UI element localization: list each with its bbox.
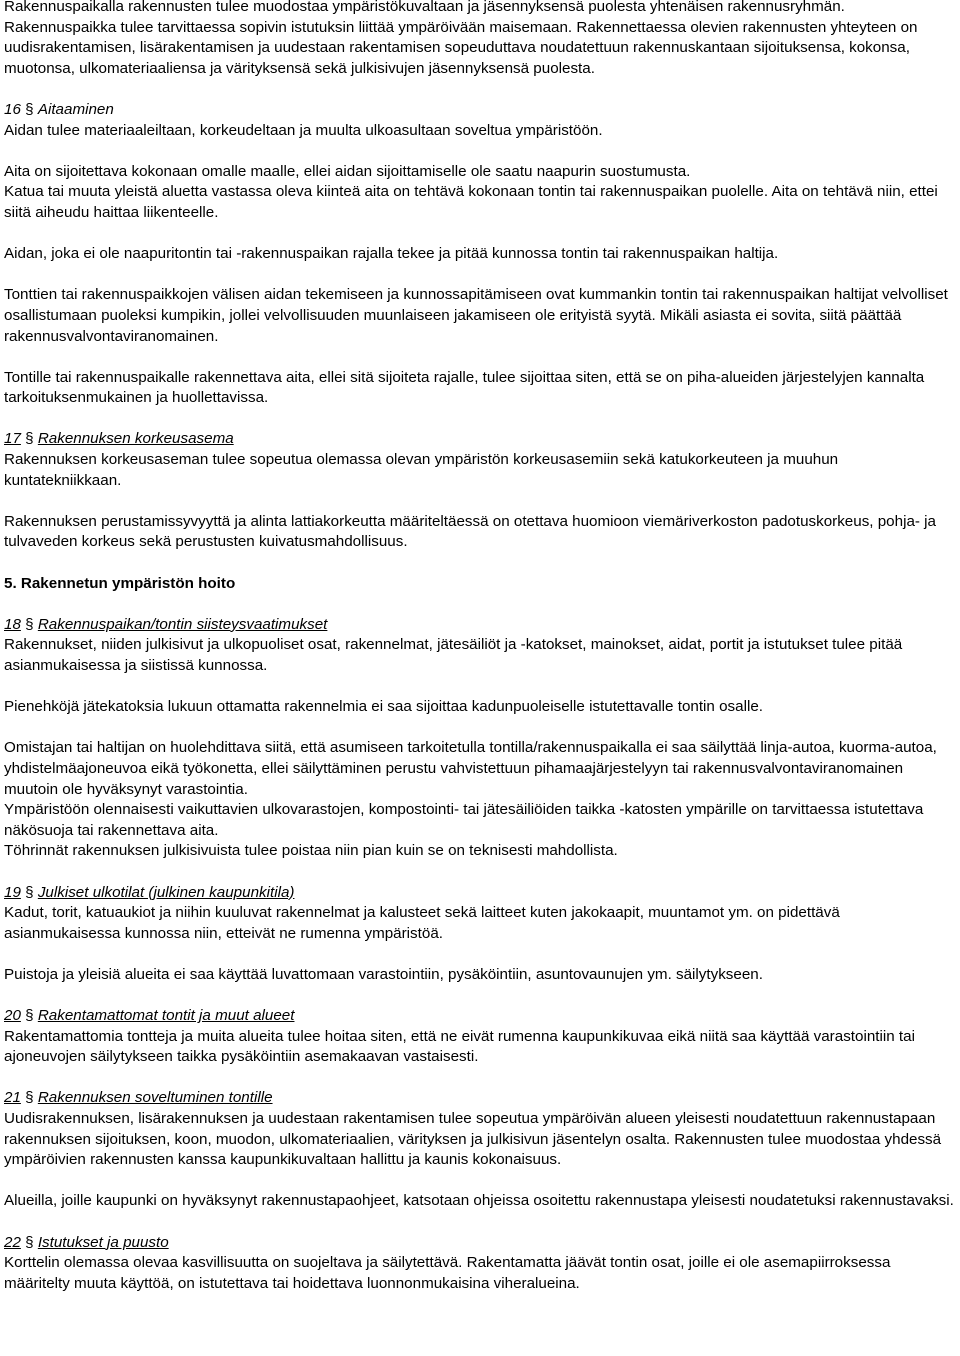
section-title: Julkiset ulkotilat (julkinen kaupunkitila) [37, 883, 295, 901]
paragraph-symbol: § [25, 100, 34, 118]
section-number: 18 [4, 615, 21, 633]
section-16-paragraph: Katua tai muuta yleistä aluetta vastassa oleva kiinteä aita on tehtävä kokonaan tontin tai rakennuspaikan puolelle. Aita on tehtävä niin, ettei siitä aiheudu haittaa liikenteelle. [4, 183, 938, 221]
section-title: Istutukset ja puusto [37, 1233, 169, 1251]
section-19-paragraph: Kadut, torit, katuaukiot ja niihin kuuluvat rakennelmat ja kalusteet sekä laitteet kuten jakokaapit, muuntamot ym. on pidettävä asianmukaisessa kunnossa niin, etteivät ne rumenna ympäristöä. [4, 904, 840, 942]
section-number: 16 [4, 100, 21, 118]
section-title: Rakennuspaikan/tontin siisteysvaatimukset [37, 615, 328, 633]
paragraph-symbol: § [25, 1007, 34, 1025]
section-17-heading [4, 429, 957, 450]
section-title: Aitaaminen [37, 100, 114, 118]
section-16-paragraph: Tonttien tai rakennuspaikkojen välisen aidan tekemiseen ja kunnossapitämiseen ovat kummankin tontin tai rakennuspaikan haltijat velvolliset osallistumaan puoleksi kumpikin, jollei velvollisuuden muunlaiseen jakamiseen ole erityistä syytä. Mikäli asiasta ei sovita, siitä päättää rakennusvalvontaviranomainen. [4, 286, 948, 345]
section-18-paragraph: Ympäristöön olennaisesti vaikuttavien ulkovarastojen, kompostointi- tai jätesäiliöiden taikka -katosten ympärille on tarvittaessa istutettava näkösuoja tai rakennettava aita. [4, 801, 924, 839]
section-20 [4, 1006, 957, 1068]
paragraph-symbol: § [25, 1233, 34, 1251]
section-22-heading [4, 1233, 957, 1254]
section-title: Rakentamattomat tontit ja muut alueet [37, 1007, 295, 1025]
section-21-paragraph: Alueilla, joille kaupunki on hyväksynyt rakennustapaohjeet, katsotaan ohjeissa osoitettu rakennustapa yleisesti noudatetuksi rakennustavaksi. [4, 1192, 954, 1210]
section-16-paragraph: Aidan, joka ei ole naapuritontin tai -rakennuspaikan rajalla tekee ja pitää kunnossa tontin tai rakennuspaikan haltija. [4, 245, 779, 263]
section-22-paragraph: Korttelin olemassa olevaa kasvillisuutta on suojeltava ja säilytettävä. Rakentamatta jäävät tontin osat, joille ei ole asemapiirroksessa määritelty muuta käyttöä, on istutettava tai hoidettava luonnonmukaisina viheralueina. [4, 1254, 891, 1292]
section-19-paragraph: Puistoja ja yleisiä alueita ei saa käyttää luvattomaan varastointiin, pysäköintiin, asuntovaunujen ym. säilytykseen. [4, 965, 763, 983]
section-22 [4, 1233, 957, 1295]
section-17-paragraph: Rakennuksen korkeusaseman tulee sopeutua olemassa olevan ympäristön korkeusasemiin sekä katukorkeuteen ja muuhun kuntatekniikkaan. [4, 451, 839, 489]
section-18-paragraph: Pienehköjä jätekatoksia lukuun ottamatta rakennelmia ei saa sijoittaa kadunpuoleiselle istutettavalle tontin osalle. [4, 698, 763, 716]
section-16-paragraph: Tontille tai rakennuspaikalle rakennettava aita, ellei sitä sijoiteta rajalle, tulee sijoittaa siten, että se on piha-alueiden järjestelyjen kannalta tarkoituksenmukainen ja huollettavissa. [4, 368, 925, 407]
section-18-paragraph: Rakennukset, niiden julkisivut ja ulkopuoliset osat, rakennelmat, jätesäiliöt ja -katokset, mainokset, aidat, portit ja istutukset tulee pitää asianmukaisessa ja siistissä kunnossa. [4, 636, 903, 674]
paragraph-symbol: § [25, 883, 34, 901]
section-18-paragraph: Töhrinnät rakennuksen julkisivuista tulee poistaa niin pian kuin se on teknisesti mahdollista. [4, 842, 618, 860]
section-19-heading [4, 883, 957, 904]
section-number: 22 [4, 1233, 21, 1251]
section-16-paragraph: Aidan tulee materiaaleiltaan, korkeudeltaan ja muulta ulkoasultaan soveltua ympäristöön. [4, 121, 603, 139]
chapter-heading: 5. Rakennetun ympäristön hoito [4, 574, 236, 592]
intro-paragraph: Rakennuspaikalla rakennusten tulee muodostaa ympäristökuvaltaan ja jäsennyksensä puolesta yhtenäisen rakennusryhmän. Rakennuspaikka tulee tarvittaessa sopivin istutuksin liittää ympäröivään maisemaan. Rakennettaessa olevien rakennusten yhteyteen on uudisrakentamisen, lisärakentamisen ja uudestaan rakentamisen sopeuduttava noudatettuun rakennuskantaan sijoituksensa, kokonsa, muotonsa, ulkomateriaaliensa ja värityksensä sekä julkisivujen jäsennyksensä puolesta. [4, 0, 918, 77]
section-number: 17 [4, 430, 21, 448]
section-18-heading [4, 615, 957, 636]
section-20-paragraph: Rakentamattomia tontteja ja muita alueita tulee hoitaa siten, että ne eivät rumenna kaupunkikuvaa eikä niitä saa käyttää varastointiin tai ajoneuvojen säilytykseen taikka pysäköintiin asemakaavan vastaisesti. [4, 1027, 915, 1066]
section-17-paragraph: Rakennuksen perustamissyvyyttä ja alinta lattiakorkeutta määriteltäessä on otettava huomioon viemäriverkoston padotuskorkeus, pohja- ja tulvaveden korkeus sekä perustusten kuivatusmahdollisuus. [4, 512, 936, 551]
section-18-paragraph: Omistajan tai haltijan on huolehdittava siitä, että asumiseen tarkoitetulla tontilla/rakennuspaikalla ei saa säilyttää linja-autoa, kuorma-autoa, yhdistelmäajoneuvoa eikä työkonetta, ellei säilyttäminen perustu vahvistettuun pihamaajärjestelyyn tai rakennusvalvontaviranomainen muutoin ole hyväksynyt varastointia. [4, 739, 937, 798]
section-18 [4, 615, 957, 862]
section-16 [4, 100, 957, 409]
paragraph-symbol: § [25, 430, 34, 448]
section-16-paragraph: Aita on sijoitettava kokonaan omalle maalle, ellei aidan sijoittamiselle ole saatu naapurin suostumusta. [4, 162, 691, 180]
section-21-paragraph: Uudisrakennuksen, lisärakennuksen ja uudestaan rakentamisen tulee sopeutua ympäröivän alueen yleisesti noudatettuun rakennustapaan rakennuksen sijoituksen, koon, muodon, ulkomateriaalien, värityksen ja julkisivun jäsentelyn osalta. Rakennusten tulee muodostaa yhdessä ympäröivien rakennusten kanssa kaupunkikuvaltaan hallittu ja kaunis kokonaisuus. [4, 1110, 942, 1169]
paragraph-symbol: § [25, 615, 34, 633]
section-number: 19 [4, 883, 21, 901]
section-number: 21 [4, 1089, 21, 1107]
section-title: Rakennuksen soveltuminen tontille [37, 1089, 273, 1107]
section-number: 20 [4, 1007, 21, 1025]
section-17 [4, 429, 957, 553]
section-21-heading [4, 1088, 957, 1109]
section-title: Rakennuksen korkeusasema [37, 430, 234, 448]
section-20-heading [4, 1006, 957, 1027]
section-21 [4, 1088, 957, 1212]
section-16-heading [4, 100, 957, 121]
section-19 [4, 883, 957, 986]
paragraph-symbol: § [25, 1089, 34, 1107]
